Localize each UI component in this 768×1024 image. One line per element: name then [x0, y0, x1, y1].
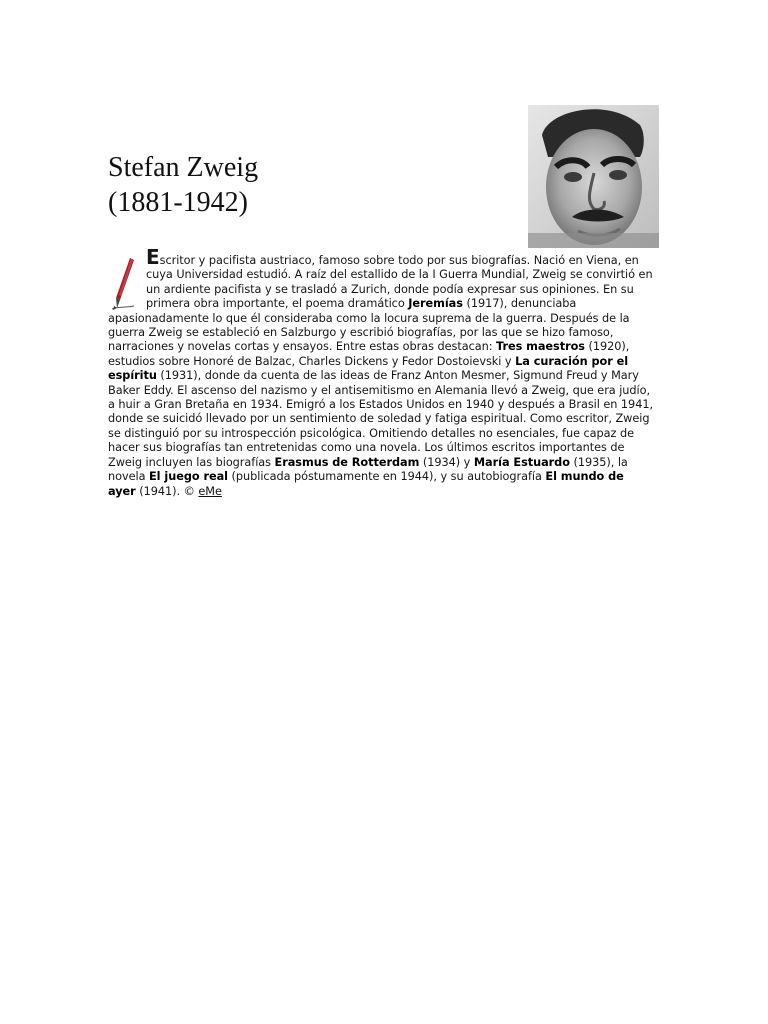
bio-text: (1935), la novela — [108, 455, 628, 484]
biography-text — [108, 245, 654, 499]
bio-text: (1920), estudios sobre Honoré de Balzac, Charles Dickens y Fedor Dostoievski y — [108, 340, 630, 368]
portrait-photo — [528, 105, 659, 248]
bio-text: (1917), denunciaba apasionadamente lo que él consideraba como la locura suprema de la guerra. Después de la guerra Zweig se estableció en Salzburgo y escribió biografías, por las que se hizo famoso, narraciones y novelas cortas y ensayos. Entre estas obras destacan: — [108, 297, 630, 354]
title-name: Stefan Zweig — [108, 152, 259, 183]
work-title: Tres maestros — [496, 340, 585, 354]
credit-link[interactable]: eMe — [198, 484, 222, 498]
work-title: El mundo de ayer — [108, 470, 624, 498]
bio-text: scritor y pacifista austriaco, famoso sobre todo por sus biografías. Nació en Viena, en cuya Universidad estudió. A raíz del estallido de la I Guerra Mundial, Zweig se convirtió en un ardiente pacifista y se trasladó a Zurich, donde podía expresar sus opiniones. En su primera obra importante, el poema dramático — [146, 254, 653, 311]
bio-text: (publicada póstumamente en 1944), y su autobiografía — [227, 470, 546, 484]
bio-text: (1934) y — [419, 455, 474, 469]
bio-text: (1941). © — [135, 484, 199, 498]
drop-cap: E — [146, 245, 160, 269]
work-title: La curación por el espíritu — [108, 354, 629, 383]
work-title: Jeremías — [408, 297, 463, 311]
work-title: María Estuardo — [473, 455, 570, 469]
page-title — [108, 150, 258, 220]
work-title: Erasmus de Rotterdam — [274, 455, 420, 469]
bio-text: (1931), donde da cuenta de las ideas de Franz Anton Mesmer, Sigmund Freud y Mary Baker Eddy. El ascenso del nazismo y el antisemitismo en Alemania llevó a Zweig, que era judío, a huir a Gran Bretaña en 1934. Emigró a los Estados Unidos en 1940 y después a Brasil en 1941, donde se suicidó llevado por un sentimiento de soledad y fatiga espiritual. Como escritor, Zweig se distinguió por su introspección psicológica. Omitiendo detalles no esenciales, fue capaz de hacer sus biografías tan entretenidas como una novela. Los últimos escritos importantes de Zweig incluyen las biografías — [108, 369, 654, 469]
title-dates: (1881-1942) — [108, 187, 248, 218]
work-title: El juego real — [149, 470, 228, 484]
